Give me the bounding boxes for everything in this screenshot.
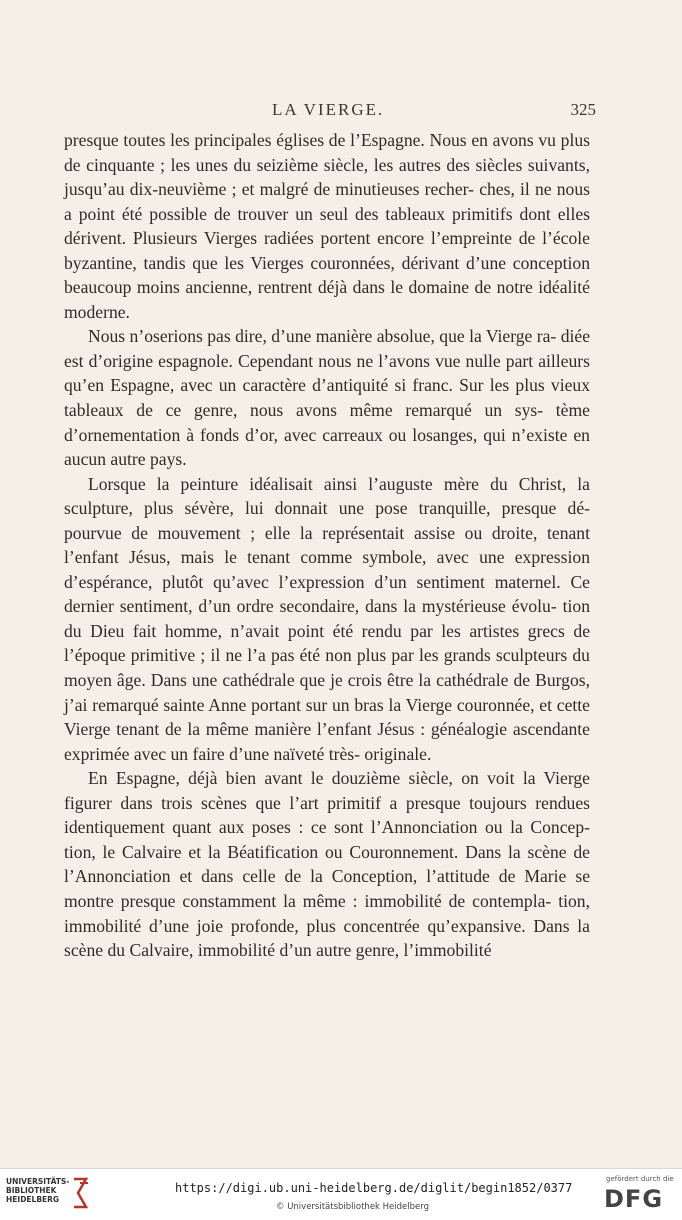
text-line: dans le domaine de notre idéalité moderne. [64,277,590,322]
text-line: ches, il ne nous a point été possible de trouver un seul des tableaux [64,179,590,224]
text-line: l’enfant Jésus, mais le tenant comme symbole, avec une expression [64,547,590,568]
text-line: tion du Dieu fait homme, n’avait point été rendu par les artistes grecs [64,596,590,641]
text-line: se montre presque constamment la même : immobilité de contempla- [64,866,590,911]
text-line: plus de cinquante ; les unes du seizième siècle, les autres des siècles [64,130,590,175]
dfg-caption: gefördert durch die [606,1175,674,1183]
text-line: En Espagne, déjà bien avant le douzième siècle, on voit la Vierge [88,768,590,789]
text-line: pourvue de mouvement ; elle la représentait assise ou droite, tenant [64,522,590,543]
text-line: Lorsque la peinture idéalisait ainsi l’auguste mère du Christ, la [88,473,590,494]
text-line: identiquement quant aux poses : ce sont l’Annonciation ou la Concep- [64,817,590,838]
page-number: 325 [570,100,596,119]
text-line: cathédrale de Burgos, j’ai remarqué sainte Anne portant sur un bras la [64,670,590,715]
text-line: de l’Annonciation et dans celle de la Conception, l’attitude de Marie [64,841,590,887]
paragraph-1 [64,128,590,324]
text-line: ailleurs qu’en Espagne, avec un caractère d’antiquité si franc. Sur les [64,350,590,396]
text-line: presque toutes les principales églises de l’Espagne. Nous en avons vu [64,130,556,150]
text-line: sculpteurs du moyen âge. Dans une cathédrale que je crois être la [64,645,590,691]
library-name: UNIVERSITÄTS- BIBLIOTHEK HEIDELBERG [6,1177,70,1204]
text-line: plus vieux tableaux de ce genre, nous avons même remarqué un sys- [64,375,590,421]
text-line: dérivant d’une conception beaucoup moins ancienne, rentrent déjà [64,252,590,298]
text-line: figurer dans trois scènes que l’art primitif a presque toujours rendues [64,792,590,813]
body-text [64,128,590,963]
text-line: dernier sentiment, d’un ordre secondaire, dans la mystérieuse évolu- [64,596,557,617]
paragraph-2 [64,324,590,471]
text-line: Dans la scène du Calvaire, immobilité d’un autre genre, l’immobilité [64,915,590,961]
text-line: diée est d’origine espagnole. Cependant nous ne l’avons vue nulle part [64,326,591,371]
text-line: originale. [364,743,432,764]
page-header [0,100,682,124]
text-line: primitifs dont elles dérivent. Plusieurs Vierges radiées portent encore [64,203,590,249]
paragraph-4 [64,766,590,962]
text-line: Jésus : généalogie ascendante exprimée avec un faire d’une naïveté très- [64,719,590,764]
text-line: d’espérance, plutôt qu’avec l’expression d’un sentiment maternel. Ce [64,571,590,592]
running-title: LA VIERGE. [272,100,385,119]
text-line: de l’époque primitive ; il ne l’a pas été non plus par les grands [64,620,590,666]
dfg-logo: DFG [604,1185,664,1213]
text-line: tion, le Calvaire et la Béatification ou Couronnement. Dans la scène [64,841,567,862]
text-line: tème d’ornementation à fonds d’or, avec carreaux ou losanges, qui [64,400,590,445]
copyright-notice: © Universitätsbibliothek Heidelberg [276,1202,430,1212]
text-line: sculpture, plus sévère, lui donnait une pose tranquille, presque dé- [64,498,590,519]
text-line: tion, immobilité d’une joie profonde, plus concentrée qu’expansive. [64,890,591,936]
text-line: l’empreinte de l’école byzantine, tandis que les Vierges couronnées, [64,228,590,273]
paragraph-3 [64,472,590,767]
digitization-footer [0,1168,682,1220]
text-line: Vierge couronnée, et cette Vierge tenant de la même manière l’enfant [64,694,590,740]
library-logo-icon [68,1175,92,1211]
text-line: suivants, jusqu’au dix-neuvième ; et malgré de minutieuses recher- [64,154,590,200]
text-line: n’existe en aucun autre pays. [64,424,590,470]
text-line: Nous n’oserions pas dire, d’une manière absolue, que la Vierge ra- [88,326,557,347]
permalink-url[interactable]: https://digi.ub.uni-heidelberg.de/diglit/begin1852/0377 [175,1181,573,1195]
